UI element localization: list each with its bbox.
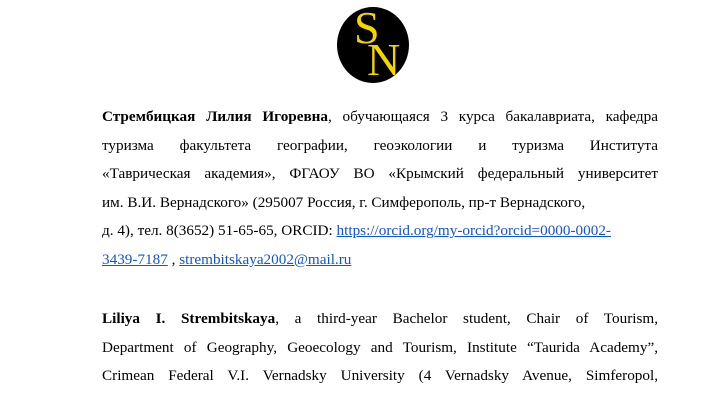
author-info-english xyxy=(102,305,658,391)
ru-line-5: д. 4), тел. 8(3652) 51-65-65, ORCID: https://orcid.org/my-orcid?orcid=0000-0002- xyxy=(102,222,611,240)
orcid-link[interactable]: https://orcid.org/my-orcid?orcid=0000-0002- xyxy=(336,222,611,240)
orcid-link-continued[interactable]: 3439-7187 xyxy=(102,250,168,268)
sn-logo xyxy=(337,2,409,85)
logo-letter-s: S xyxy=(354,2,380,53)
ru-line-3: «Таврическая академия», ФГАОУ ВО «Крымский федеральный университет xyxy=(102,165,658,183)
en-line-1: Liliya I. Strembitskaya, a third-year Bachelor student, Chair of Tourism, xyxy=(102,310,658,327)
ru-line-1: Стрембицкая Лилия Игоревна, обучающаяся 3 курса бакалавриата, кафедра xyxy=(102,108,658,125)
ru-line-6: 3439-7187 , strembitskaya2002@mail.ru xyxy=(102,250,352,268)
en-line-3: Crimean Federal V.I. Vernadsky University (4 Vernadsky Avenue, Simferopol, xyxy=(102,367,658,385)
en-author-name: Liliya I. Strembitskaya xyxy=(102,310,276,327)
author-info-russian xyxy=(102,103,658,275)
logo-letter-n: N xyxy=(367,34,401,85)
ru-line-2: туризма факультета географии, геоэкологии и туризма Института xyxy=(102,136,658,154)
en-line-2: Department of Geography, Geoecology and Tourism, Institute “Taurida Academy”, xyxy=(102,338,658,356)
email-link[interactable]: strembitskaya2002@mail.ru xyxy=(179,250,352,268)
ru-line-4: им. В.И. Вернадского» (295007 Россия, г. Симферополь, пр-т Вернадского, xyxy=(102,193,586,211)
ru-author-name: Стрембицкая Лилия Игоревна xyxy=(102,108,329,125)
